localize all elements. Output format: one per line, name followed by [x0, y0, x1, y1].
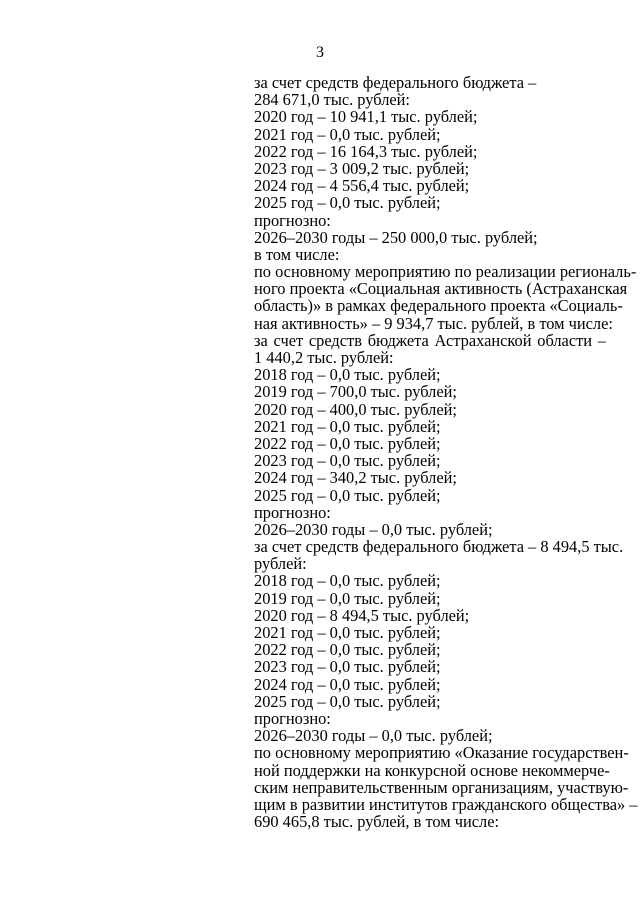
text-line: ским неправительственным организациям, участвую-	[254, 777, 629, 797]
text-line: 2021 год – 0,0 тыс. рублей;	[254, 416, 441, 436]
text-line: щим в развитии институтов гражданского общества» –	[254, 794, 638, 814]
text-line: 2026–2030 годы – 250 000,0 тыс. рублей;	[254, 227, 538, 247]
text-line: 2024 год – 0,0 тыс. рублей;	[254, 674, 441, 694]
text-line: прогнозно:	[254, 210, 331, 230]
text-line: 2021 год – 0,0 тыс. рублей;	[254, 623, 441, 642]
text-line: 1 440,2 тыс. рублей:	[254, 348, 394, 367]
text-line: по основному мероприятию по реализации региональ-	[254, 262, 637, 282]
text-line: 2024 год – 340,2 тыс. рублей;	[254, 468, 457, 488]
text-line: 2018 год – 0,0 тыс. рублей;	[254, 365, 441, 385]
text-line: 2022 год – 0,0 тыс. рублей;	[254, 640, 441, 660]
text-line: ная активность» – 9 934,7 тыс. рублей, в том числе:	[254, 313, 613, 333]
text-line: 2020 год – 8 494,5 тыс. рублей;	[254, 605, 470, 625]
text-line: 2026–2030 годы – 0,0 тыс. рублей;	[254, 726, 493, 746]
text-line: 2023 год – 3 009,2 тыс. рублей;	[254, 158, 470, 178]
text-line: 2021 год – 0,0 тыс. рублей;	[254, 124, 441, 144]
text-line: в том числе:	[254, 244, 340, 264]
text-line: за счет средств федерального бюджета – 8 494,5 тыс.	[254, 537, 624, 557]
text-line: 2026–2030 годы – 0,0 тыс. рублей;	[254, 519, 493, 539]
text-line: ного проекта «Социальная активность (Астраханская	[254, 279, 628, 299]
text-line: 2020 год – 10 941,1 тыс. рублей;	[254, 107, 478, 127]
text-line: 2025 год – 0,0 тыс. рублей;	[254, 691, 441, 711]
text-line: 2025 год – 0,0 тыс. рублей;	[254, 485, 441, 505]
text-line: 2023 год – 0,0 тыс. рублей;	[254, 657, 441, 677]
text-line: прогнозно:	[254, 502, 331, 522]
text-line: за счет средств федерального бюджета –	[254, 73, 537, 92]
text-line: ной поддержки на конкурсной основе некоммерче-	[254, 760, 610, 780]
text-line: прогнозно:	[254, 708, 331, 728]
text-line: 2023 год – 0,0 тыс. рублей;	[254, 451, 441, 471]
text-line: 2019 год – 0,0 тыс. рублей;	[254, 588, 441, 608]
text-line: 2018 год – 0,0 тыс. рублей;	[254, 571, 441, 591]
document-body	[254, 73, 638, 832]
text-line: 2022 год – 0,0 тыс. рублей;	[254, 433, 441, 453]
text-line: за счет средств бюджета Астраханской области –	[254, 330, 606, 350]
text-line: 2019 год – 700,0 тыс. рублей;	[254, 382, 457, 402]
text-line: 284 671,0 тыс. рублей:	[254, 90, 410, 110]
text-line: область)» в рамках федерального проекта «Социаль-	[254, 296, 623, 316]
text-line: 2024 год – 4 556,4 тыс. рублей;	[254, 176, 470, 196]
page-number: 3	[316, 44, 324, 61]
text-line: рублей:	[254, 554, 307, 574]
text-line: 690 465,8 тыс. рублей, в том числе:	[254, 812, 500, 832]
text-line: 2025 год – 0,0 тыс. рублей;	[254, 193, 441, 213]
text-line: 2020 год – 400,0 тыс. рублей;	[254, 399, 457, 419]
text-line: 2022 год – 16 164,3 тыс. рублей;	[254, 141, 478, 161]
text-line: по основному мероприятию «Оказание государствен-	[254, 743, 629, 763]
